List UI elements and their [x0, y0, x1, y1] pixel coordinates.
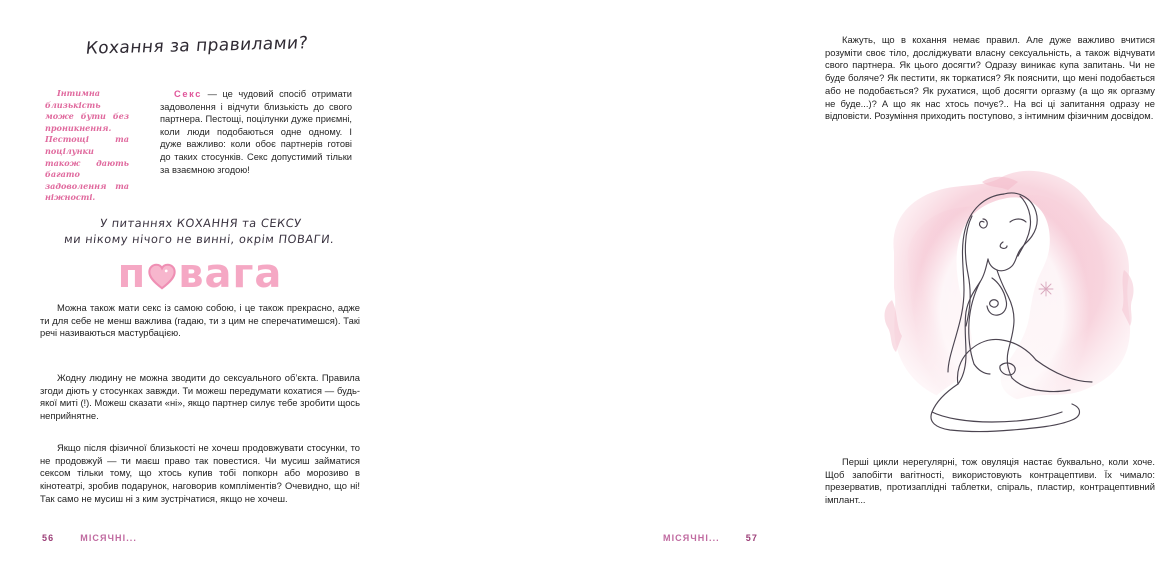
right-page — [400, 0, 1155, 565]
page-number-left: 56 — [42, 533, 55, 543]
left-page — [0, 0, 400, 565]
chapter-title — [85, 33, 309, 58]
paragraph-no-obligation: Якщо після фізичної близькості не хочеш продовжувати стосунки, то не продовжуй — ти маєш право так повестися. Чи мусиш займатися сексом тільки тому, що хтось купив тобі попкорн або морозиво в кінотеатрі, зробив подарунок, наговорив компліментів? Очевидно, що ні! Так само не мусиш ні з ким зустрічатися, якщо не хочеш. — [40, 442, 360, 504]
paragraph-masturbation: Можна також мати секс із самою собою, і це також прекрасно, адже ти для себе не менш важлива (гадаю, ти з цим не сперечатимешся). Такі речі називаються мастурбацією. — [40, 302, 360, 339]
display-word-prefix: п — [117, 251, 147, 297]
pull-quote — [38, 216, 361, 247]
chapter-title-text: Кохання за правилами? — [84, 33, 309, 59]
intro-lead-word: Секс — [174, 89, 202, 99]
display-word-suffix: вага — [178, 251, 283, 297]
intro-paragraph-text: — це чудовий спосіб отримати задоволення і відчути близькість до свого партнера. Пестощі, поцілунки дуже приємні, коли люди подобаються одне одному. І дуже важливо: коли обоє партнерів готові до таких стосунків. Секс допустимий тільки за взаємною згодою! — [160, 89, 352, 175]
illustration-seated-woman — [832, 160, 1172, 450]
page-number-right: 57 — [745, 533, 758, 543]
pull-quote-line-1: У питаннях КОХАННЯ та СЕКСУ — [99, 216, 303, 230]
footer-right — [663, 533, 758, 543]
pull-quote-line-2: ми нікому нічого не винні, окрім ПОВАГИ. — [63, 231, 336, 246]
paragraph-consent: Жодну людину не можна зводити до сексуального об’єкта. Правила згоди діють у стосунках завжди. Ти можеш передумати кохатися — будь-якої миті (!). Можеш сказати «ні», якщо партнер силує тебе зробити щось неприйнятне. — [40, 372, 360, 422]
footer-label-right: МІСЯЧНІ... — [662, 533, 720, 543]
heart-icon — [147, 261, 177, 291]
margin-note: Інтимна близькість може бути без проникнення. Пестощі та поцілунки також дають багато задоволення та ніжності. — [45, 88, 129, 203]
paragraph-contraception: Перші цикли нерегулярні, тож овуляція настає буквально, коли хоче. Щоб запобігти вагітності, використовують контрацептиви. Їх чимало: презерватив, протизаплідні таблетки, спіраль, пластир, контрацептивний імплант... — [825, 456, 1155, 506]
footer-label-left: МІСЯЧНІ... — [80, 533, 138, 543]
intro-paragraph — [160, 88, 352, 176]
footer-left — [42, 533, 137, 543]
display-word-povaha — [0, 252, 400, 296]
paragraph-no-rules: Кажуть, що в кохання немає правил. Але дуже важливо вчитися розуміти своє тіло, досліджувати власну сексуальність, а також відчувати свого партнера. Як цього досягти? Одразу виникає купа запитань. Чи не буде боляче? Як пестити, як торкатися? Як пояснити, що мені подобається або не подобається? Як рухатися, щоб досягти оргазму (а що як оргазму не буде...)? А що як нас хтось почує?.. На всі ці запитання одразу не відповісти. Розуміння приходить поступово, з інтимним фізичним досвідом. — [825, 34, 1155, 122]
